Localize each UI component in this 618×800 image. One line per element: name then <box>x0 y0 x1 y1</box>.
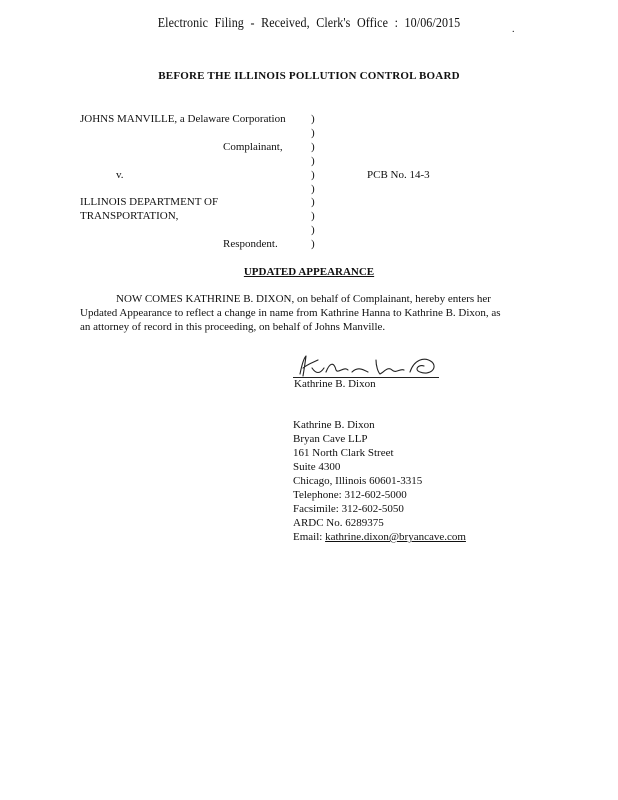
contact-city: Chicago, Illinois 60601-3315 <box>293 475 423 487</box>
caption-paren: ) <box>311 141 315 153</box>
body-line: an attorney of record in this proceeding, on behalf of Johns Manville. <box>80 321 386 333</box>
respondent-role: Respondent. <box>223 238 278 250</box>
contact-street: 161 North Clark Street <box>293 447 394 459</box>
caption-paren: ) <box>311 210 315 222</box>
respondent-party-line1: ILLINOIS DEPARTMENT OF <box>80 196 219 208</box>
board-heading: BEFORE THE ILLINOIS POLLUTION CONTROL BOARD <box>158 70 460 82</box>
complainant-party: JOHNS MANVILLE, a Delaware Corporation <box>80 113 286 125</box>
filing-header-word: - <box>250 16 255 31</box>
caption-paren: ) <box>311 196 315 208</box>
filing-header-word: Received, <box>261 16 310 31</box>
filing-header-word: : <box>394 16 399 31</box>
caption-paren: ) <box>311 113 315 125</box>
caption-paren: ) <box>311 183 315 195</box>
signature-name: Kathrine B. Dixon <box>294 378 376 390</box>
contact-name: Kathrine B. Dixon <box>293 419 375 431</box>
filing-date: 10/06/2015 <box>404 16 461 31</box>
contact-ardc: ARDC No. 6289375 <box>293 517 384 529</box>
versus: v. <box>116 169 124 181</box>
contact-facsimile: Facsimile: 312-602-5050 <box>293 503 404 515</box>
respondent-party-line2: TRANSPORTATION, <box>80 210 179 222</box>
caption-paren: ) <box>311 155 315 167</box>
body-paragraph <box>80 292 550 334</box>
contact-email <box>293 531 466 543</box>
filing-header <box>43 16 574 32</box>
filing-header-word: Office <box>356 16 389 31</box>
filing-header-word: Clerk's <box>316 16 351 31</box>
case-number: PCB No. 14-3 <box>367 169 430 181</box>
caption-paren: ) <box>311 224 315 236</box>
filing-header-word: Electronic <box>157 16 209 31</box>
handwritten-signature <box>292 352 442 380</box>
body-line: NOW COMES KATHRINE B. DIXON, on behalf of Complainant, hereby enters her <box>116 293 491 305</box>
body-line: Updated Appearance to reflect a change in name from Kathrine Hanna to Kathrine B. Dixon, as <box>80 307 501 319</box>
contact-firm: Bryan Cave LLP <box>293 433 368 445</box>
filing-header-word: Filing <box>214 16 244 31</box>
contact-suite: Suite 4300 <box>293 461 341 473</box>
email-link[interactable]: kathrine.dixon@bryancave.com <box>325 531 466 543</box>
caption-paren: ) <box>311 169 315 181</box>
contact-telephone: Telephone: 312-602-5000 <box>293 489 407 501</box>
complainant-role: Complainant, <box>223 141 283 153</box>
caption-paren: ) <box>311 238 315 250</box>
email-label: Email: <box>293 531 323 543</box>
header-trailing-mark: . <box>512 24 515 35</box>
document-title <box>0 266 618 278</box>
caption-paren: ) <box>311 127 315 139</box>
document-title-text: UPDATED APPEARANCE <box>243 266 375 278</box>
